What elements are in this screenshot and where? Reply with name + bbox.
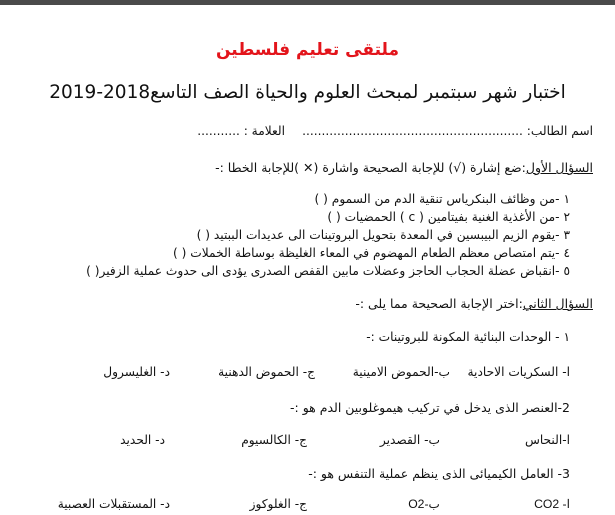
- question-1-heading: [215, 160, 593, 175]
- q2-option: ا- السكريات الاحادية: [467, 365, 570, 379]
- student-name-label: اسم الطالب: .........................................................: [302, 124, 593, 138]
- q2-option: ج- الكالسيوم: [241, 433, 307, 447]
- site-title: ملتقى تعليم فلسطين: [215, 40, 400, 60]
- question-2-instruction: :اختر الإجابة الصحيحة مما يلى :-: [355, 296, 523, 311]
- q2-option: ا- CO2: [534, 497, 570, 511]
- q2-option: ج- الحموض الدهنية: [218, 365, 315, 379]
- q1-item: ٣ -يقوم الزيم البيبسين في المعدة بتحويل البروتينات الى عديدات الببتيد ( ): [196, 228, 570, 242]
- question-2-heading: [355, 296, 593, 311]
- q2-option: د- المستقبلات العصبية: [57, 497, 170, 511]
- q2-option: د- الحديد: [120, 433, 165, 447]
- q2-option: د- الغليسرول: [103, 365, 170, 379]
- q2-option: ج- الغلوكوز: [249, 497, 307, 511]
- question-1-label: السؤال الأول: [525, 160, 593, 175]
- grade-label: العلامة : ...........: [197, 124, 285, 138]
- q1-item: ٥ -انقباض عضلة الحجاب الحاجز وعضلات مابين القفص الصدرى يؤدى الى حدوث عملية الزفير( ): [86, 264, 570, 278]
- q1-item: ٢ -من الأغذية الغنية بفيتامين ( c ) الحمضيات ( ): [327, 210, 570, 224]
- q2-question-stem: 2-العنصر الذى يدخل في تركيب هيموغلوبين الدم هو :-: [290, 400, 570, 415]
- exam-title: اختبار شهر سبتمبر لمبحث العلوم والحياة الصف التاسع2018-2019: [49, 82, 566, 103]
- q1-item: ٤ -يتم امتصاص معظم الطعام المهضوم في المعاء الغليظة بوساطة الخملات ( ): [173, 246, 570, 260]
- q2-option: ب- القصدير: [379, 433, 440, 447]
- question-1-instruction: :ضع إشارة (√) للإجابة الصحيحة واشارة (✕ )للإجابة الخطا :-: [215, 160, 526, 175]
- q2-option: ا-النحاس: [524, 433, 570, 447]
- q2-question-stem: 3- العامل الكيميائى الذى ينظم عملية التنفس هو :-: [308, 466, 570, 481]
- q2-question-stem: ١ - الوحدات البنائية المكونة للبروتينات :-: [366, 330, 570, 344]
- q1-item: ١ -من وظائف البنكرياس تنقية الدم من السموم ( ): [314, 192, 570, 206]
- q2-option: ب-O2: [408, 497, 440, 511]
- top-border: [0, 0, 615, 5]
- q2-option: ب-الحموض الامينية: [352, 365, 450, 379]
- question-2-label: السؤال الثاني: [522, 296, 593, 311]
